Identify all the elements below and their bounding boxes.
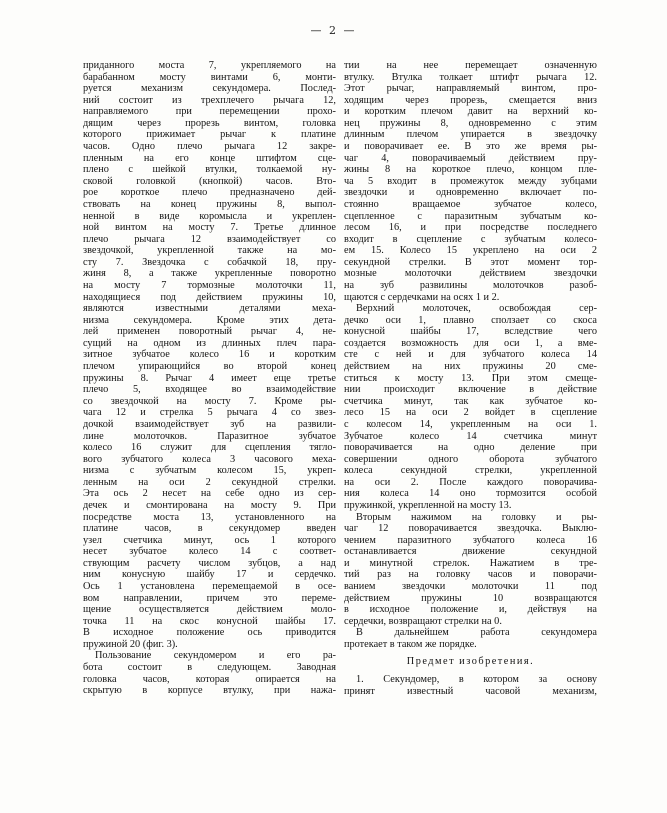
left-column-line: направляемого при перемещении прохо- (83, 106, 336, 118)
right-column-line: звездочки и одновременно включает по- (344, 187, 597, 199)
left-column-line: ний состоит из трехплечего рычага 12, (83, 94, 336, 106)
right-column-line: лесо 15 на оси 2 войдет в сцепление (344, 407, 597, 419)
left-column-line: чага 12 и стрелка 5 рычага 4 со звез- (83, 407, 336, 419)
right-column-line: колеса секундной стрелки, укрепленной (344, 465, 597, 477)
left-column-line: звездочкой, укрепленной также на мо- (83, 245, 336, 257)
left-column-line: бота состоит в следующем. Заводная (83, 662, 336, 674)
left-column-line: дочкой взаимодействует зуб на развили- (83, 418, 336, 430)
right-column-line: действием на них пружины 20 сме- (344, 361, 597, 373)
right-column-line: Зубчатое колесо 14 счетчика минут (344, 430, 597, 442)
right-column-line: чаг 4, поворачиваемый действием пру- (344, 152, 597, 164)
left-column-line: барабанном мосту винтами 6, монти- (83, 71, 336, 83)
left-column-line: ленным на оси 2 секундной стрелки. (83, 476, 336, 488)
right-column-line: Вторым нажимом на головку и ры- (356, 511, 597, 523)
left-column-line: ним конусную шайбу 17 и сердечко. (83, 569, 336, 581)
right-column-line: длинным плечом упирается в звездочку (344, 129, 597, 141)
left-column-line: плечом упирающийся во второй конец (83, 361, 336, 373)
right-column-line: сердечки, возвращают стрелки на 0. (344, 615, 502, 627)
text-column-left (83, 60, 336, 795)
right-column-line: лесом 16, и при посредстве последнего (344, 222, 597, 234)
left-column-line: плечо 5, входящее во взаимодействие (83, 384, 336, 396)
left-column-line: ствовать на конец пружины 8, выпол- (83, 198, 336, 210)
left-column-line: лей применен поворотный рычаг 4, не- (83, 326, 336, 338)
left-column-line: сту 7. Звездочка с собачкой 18, пру- (83, 256, 336, 268)
left-column-line: точка 11 на скос конусной шайбы 17. (83, 615, 336, 627)
right-column-line: втулку. Втулка толкает штифт рычага 12. (344, 71, 597, 83)
right-column-line: сте с ней и для зубчатого колеса 14 (344, 349, 597, 361)
left-column-line: со звездочкой на мосту 7. Кроме ры- (83, 395, 336, 407)
left-column-line: низма с зубчатым колесом 15, укреп- (83, 465, 336, 477)
right-column-line: жины 8 на короткое плечо, концом пле- (344, 164, 597, 176)
right-column-line: стоянно вращаемое зубчатое колесо, (344, 198, 597, 210)
right-column-line: 1. Секундомер, в котором за основу (356, 674, 597, 686)
right-column-line: принят известный часовой механизм, (344, 685, 597, 697)
right-column-line: и коротким плечом давит на верхний ко- (344, 106, 597, 118)
right-column-line: совершении одного оборота зубчатого (344, 453, 597, 465)
section-heading: Предмет изобретения. (406, 656, 535, 668)
left-column-line: ной винтом на мосту 7. Третье длинное (83, 222, 336, 234)
left-column-line: Ось 1 установлена перемещаемой в осе- (83, 581, 336, 593)
left-column-line: на мосту 7 тормозные молоточки 11, (83, 279, 336, 291)
right-column-line: тий раз на головку часов и поворачи- (344, 569, 597, 581)
left-column-line: скрытую в корпусе втулку, при нажа- (83, 685, 336, 697)
left-column-line: Пользование секундомером и его ра- (95, 650, 336, 662)
right-column-line: входит в сцепление с зубчатым колесо- (344, 233, 597, 245)
right-column-line: ча 5 входит в промежуток между зубцами (344, 175, 597, 187)
right-column-line: действием пружины 10 возвращаются (344, 592, 597, 604)
left-column-line: находящиеся под действием пружины 10, (83, 291, 336, 303)
right-column-line: пружинкой, укрепленной на мосту 13. (344, 499, 512, 511)
left-column-line: щение осуществляется действием моло- (83, 604, 336, 616)
text-column-right (344, 60, 597, 795)
page-number: — 2 — (310, 24, 357, 37)
right-column-line: с колесом 14, укрепленным на оси 1. (344, 418, 597, 430)
left-column-line: сущий на одном из длинных плеч пара- (83, 337, 336, 349)
left-column-line: низма секундомера. Кроме этих дета- (83, 314, 336, 326)
left-column-line: пружиной 20 (фиг. 3). (83, 638, 178, 650)
left-column-line: лине молоточков. Паразитное зубчатое (83, 430, 336, 442)
left-column-line: дящим через прорезь винтом, головка (83, 117, 336, 129)
left-column-line: руется механизм секундомера. Послед- (83, 83, 336, 95)
left-column-line: ненной в виде коромысла и укреплен- (83, 210, 336, 222)
left-column-line: В исходное положение ось приводится (83, 627, 336, 639)
left-column-line: пружины 8. Рычаг 4 имеет еще третье (83, 372, 336, 384)
right-column-line: конусной шайбы 17, вследствие чего (344, 326, 597, 338)
right-column-line: ститься к мосту 13. При этом смеще- (344, 372, 597, 384)
left-column-line: вом направлении, причем это переме- (83, 592, 336, 604)
left-column-line: часов. Одно плечо рычага 12 закре- (83, 141, 336, 153)
left-column-line: дечек и смонтирована на мосту 9. При (83, 499, 336, 511)
right-column-line: В дальнейшем работа секундомера (356, 627, 597, 639)
right-column-line: поворачивается на одно деление при (344, 442, 597, 454)
right-column-line: тии на нее перемещает означенную (344, 60, 597, 71)
right-column-line: и поворачивает ее. В это же время ры- (344, 141, 597, 153)
left-column-line: посредстве моста 13, установленного на (83, 511, 336, 523)
right-column-line: ния колеса 14 оно тормозится особой (344, 488, 597, 500)
right-column-line: дечко оси 1, плавно сползает со скоса (344, 314, 597, 326)
right-column-line: чаг 12 поворачивается звездочка. Выклю- (344, 523, 597, 535)
left-column-line: плечо рычага 12 взаимодействует со (83, 233, 336, 245)
left-column-line: узел счетчика минут, ось 1 которого (83, 534, 336, 546)
right-column-line: на оси 2. После каждого поворачива- (344, 476, 597, 488)
right-column-line: нец пружины 8, одновременно с этим (344, 117, 597, 129)
left-column-line: вого зубчатого колеса 3 часового меха- (83, 453, 336, 465)
right-column-line: создается возможность для оси 1, а вме- (344, 337, 597, 349)
right-column-line: секундной стрелки. В этот момент тор- (344, 256, 597, 268)
right-column-line: мозные молоточки действием звездочки (344, 268, 597, 280)
right-column-line: останавливается движение секундной (344, 546, 597, 558)
right-column-line: протекает в таком же порядке. (344, 638, 477, 650)
left-column-line: пленным на его конце штифтом сце- (83, 152, 336, 164)
left-column-line: жиня 8, а также укрепленные поворотно (83, 268, 336, 280)
left-column-line: колесо 16 служит для сцепления тягло- (83, 442, 336, 454)
right-column-line: в исходное положение и, действуя на (344, 604, 597, 616)
left-column-line: плено с шейкой втулки, толкаемой ну- (83, 164, 336, 176)
left-column-line: сковой головкой (кнопкой) часов. Вто- (83, 175, 336, 187)
right-column-line: и минутной стрелок. Нажатием в тре- (344, 557, 597, 569)
left-column-line: которого прижимает рычаг к платине (83, 129, 336, 141)
left-column-line: приданного моста 7, укрепляемого на (83, 60, 336, 71)
right-column-line: сцепленное с паразитным зубчатым ко- (344, 210, 597, 222)
left-column-line: несет зубчатое колесо 14 с соответ- (83, 546, 336, 558)
right-column-line: щаются с сердечками на осях 1 и 2. (344, 291, 500, 303)
right-column-line: ходящим через прорезь, смещается вниз (344, 94, 597, 106)
right-column-line: счетчика минут, так как зубчатое ко- (344, 395, 597, 407)
left-column-line: платине часов, в секундомер введен (83, 523, 336, 535)
right-column-line: Верхний молоточек, освобождая сер- (356, 303, 597, 315)
left-column-line: Эта ось 2 несет на себе одно из сер- (83, 488, 336, 500)
left-column-line: рое короткое плечо предназначено дей- (83, 187, 336, 199)
left-column-line: ствующим расчету числом зубцов, а над (83, 557, 336, 569)
left-column-line: зитное зубчатое колесо 16 и коротким (83, 349, 336, 361)
left-column-line: являются известными деталями меха- (83, 303, 336, 315)
right-column-line: ванием звездочки молоточки 11 под (344, 581, 597, 593)
right-column-line: ем 15. Колесо 15 укреплено на оси 2 (344, 245, 597, 257)
left-column-line: головка часов, которая опирается на (83, 673, 336, 685)
right-column-line: нии происходит включение в действие (344, 384, 597, 396)
right-column-line: на зуб развилины молоточков разоб- (344, 279, 597, 291)
right-column-line: чением паразитного зубчатого колеса 16 (344, 534, 597, 546)
right-column-line: Этот рычаг, направляемый винтом, про- (344, 83, 597, 95)
